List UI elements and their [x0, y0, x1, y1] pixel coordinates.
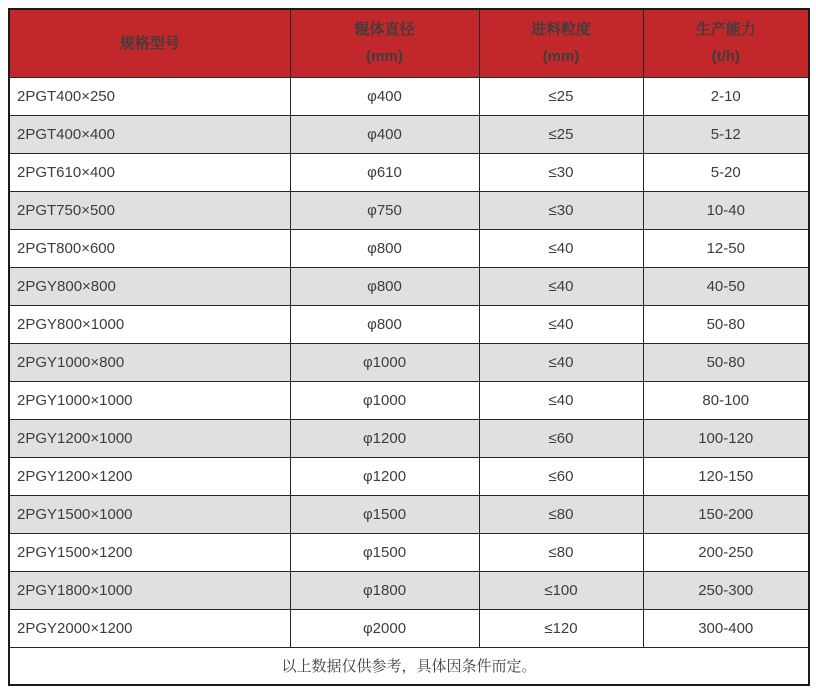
capacity-cell: 40-50 [643, 267, 809, 305]
header-feed-size-unit: (mm) [542, 48, 580, 66]
feed-cell: ≤40 [479, 381, 643, 419]
feed-cell: ≤25 [479, 77, 643, 115]
model-cell: 2PGY800×1000 [9, 305, 290, 343]
table-header [9, 9, 809, 77]
diameter-cell: φ610 [290, 153, 479, 191]
feed-cell: ≤30 [479, 191, 643, 229]
table-row [9, 343, 809, 381]
diameter-cell: φ1200 [290, 419, 479, 457]
diameter-cell: φ1000 [290, 381, 479, 419]
capacity-cell: 5-12 [643, 115, 809, 153]
model-cell: 2PGT400×250 [9, 77, 290, 115]
header-model [9, 9, 290, 77]
model-cell: 2PGY1200×1000 [9, 419, 290, 457]
table-footer [9, 647, 809, 685]
model-cell: 2PGY1000×800 [9, 343, 290, 381]
table-row [9, 153, 809, 191]
model-cell: 2PGY1200×1200 [9, 457, 290, 495]
diameter-cell: φ1000 [290, 343, 479, 381]
header-capacity-unit: (t/h) [711, 48, 740, 66]
model-cell: 2PGY2000×1200 [9, 609, 290, 647]
header-capacity [643, 9, 809, 77]
model-cell: 2PGT610×400 [9, 153, 290, 191]
capacity-cell: 50-80 [643, 305, 809, 343]
diameter-cell: φ1200 [290, 457, 479, 495]
feed-cell: ≤40 [479, 229, 643, 267]
table-row [9, 77, 809, 115]
table-row [9, 609, 809, 647]
feed-cell: ≤80 [479, 533, 643, 571]
feed-cell: ≤120 [479, 609, 643, 647]
model-cell: 2PGT400×400 [9, 115, 290, 153]
table-row [9, 495, 809, 533]
footnote-text: 以上数据仅供参考，具体因条件而定。 [9, 647, 809, 685]
diameter-cell: φ400 [290, 77, 479, 115]
capacity-cell: 120-150 [643, 457, 809, 495]
diameter-cell: φ800 [290, 267, 479, 305]
capacity-cell: 50-80 [643, 343, 809, 381]
feed-cell: ≤60 [479, 419, 643, 457]
diameter-cell: φ1800 [290, 571, 479, 609]
table-row [9, 115, 809, 153]
feed-cell: ≤80 [479, 495, 643, 533]
feed-cell: ≤30 [479, 153, 643, 191]
feed-cell: ≤40 [479, 343, 643, 381]
diameter-cell: φ800 [290, 305, 479, 343]
diameter-cell: φ1500 [290, 533, 479, 571]
capacity-cell: 2-10 [643, 77, 809, 115]
feed-cell: ≤40 [479, 305, 643, 343]
diameter-cell: φ800 [290, 229, 479, 267]
table-row [9, 571, 809, 609]
table-row [9, 457, 809, 495]
table-row [9, 267, 809, 305]
header-feed-size-title: 进料粒度 [530, 21, 591, 39]
header-model-title: 规格型号 [119, 34, 180, 52]
capacity-cell: 12-50 [643, 229, 809, 267]
model-cell: 2PGY1500×1000 [9, 495, 290, 533]
table-row [9, 381, 809, 419]
diameter-cell: φ1500 [290, 495, 479, 533]
model-cell: 2PGT750×500 [9, 191, 290, 229]
table-row [9, 419, 809, 457]
capacity-cell: 200-250 [643, 533, 809, 571]
table-row [9, 533, 809, 571]
header-diameter-title: 辊体直径 [354, 21, 415, 39]
model-cell: 2PGT800×600 [9, 229, 290, 267]
specifications-table [8, 8, 810, 686]
capacity-cell: 10-40 [643, 191, 809, 229]
header-feed-size [479, 9, 643, 77]
feed-cell: ≤100 [479, 571, 643, 609]
capacity-cell: 150-200 [643, 495, 809, 533]
model-cell: 2PGY1000×1000 [9, 381, 290, 419]
model-cell: 2PGY1800×1000 [9, 571, 290, 609]
diameter-cell: φ400 [290, 115, 479, 153]
model-cell: 2PGY1500×1200 [9, 533, 290, 571]
capacity-cell: 100-120 [643, 419, 809, 457]
table-body [9, 77, 809, 647]
capacity-cell: 80-100 [643, 381, 809, 419]
header-diameter [290, 9, 479, 77]
table-row [9, 229, 809, 267]
feed-cell: ≤60 [479, 457, 643, 495]
header-row [9, 9, 809, 77]
capacity-cell: 250-300 [643, 571, 809, 609]
capacity-cell: 300-400 [643, 609, 809, 647]
footnote-row [9, 647, 809, 685]
model-cell: 2PGY800×800 [9, 267, 290, 305]
feed-cell: ≤40 [479, 267, 643, 305]
header-capacity-title: 生产能力 [695, 21, 756, 39]
diameter-cell: φ2000 [290, 609, 479, 647]
diameter-cell: φ750 [290, 191, 479, 229]
feed-cell: ≤25 [479, 115, 643, 153]
table-row [9, 305, 809, 343]
header-diameter-unit: (mm) [366, 48, 403, 66]
capacity-cell: 5-20 [643, 153, 809, 191]
table-row [9, 191, 809, 229]
